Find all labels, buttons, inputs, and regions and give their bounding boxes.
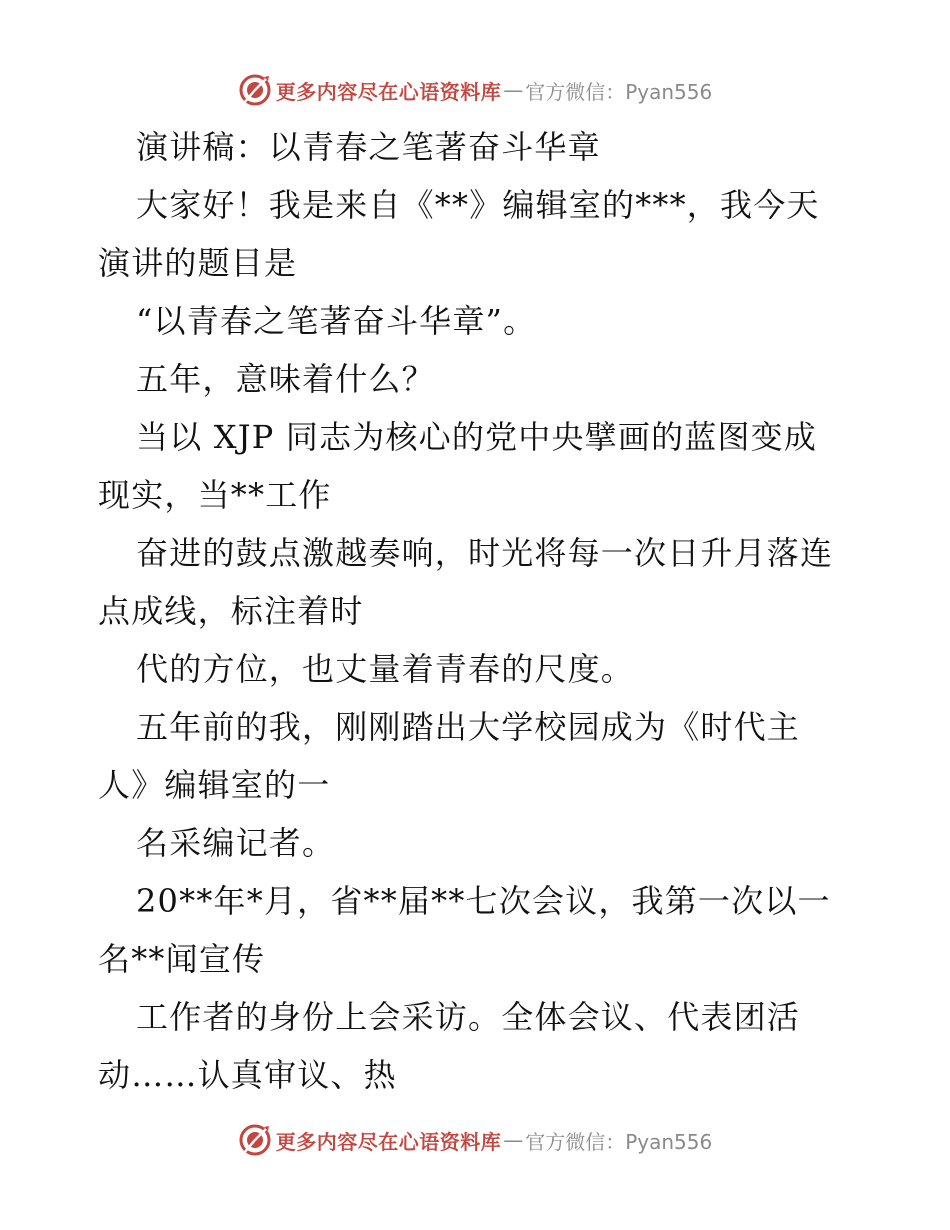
paragraph-line: “以青春之笔著奋斗华章”。 — [136, 302, 537, 340]
footer-wechat: 官方微信：Pyan556 — [525, 1129, 713, 1154]
paragraph-line: 动……认真审议、热 — [98, 1056, 397, 1094]
paragraph-line: 现实，当**工作 — [98, 476, 332, 514]
paragraph-line: 五年，意味着什么？ — [136, 360, 435, 398]
speech-title: 演讲稿：以青春之笔著奋斗华章 — [136, 128, 601, 166]
paragraph-line: 人》编辑室的一 — [98, 766, 331, 804]
paragraph-line: 奋进的鼓点激越奏响，时光将每一次日升月落连 — [136, 534, 834, 572]
paragraph-line: 20**年*月，省**届**七次会议，我第一次以一 — [136, 882, 831, 920]
paragraph-line: 五年前的我，刚刚踏出大学校园成为《时代主 — [136, 708, 801, 746]
header-separator: — — [503, 78, 524, 102]
footer-separator: — — [503, 1128, 524, 1152]
paragraph-line: 代的方位，也丈量着青春的尺度。 — [136, 650, 635, 688]
footer-banner — [0, 1120, 950, 1160]
pen-logo-icon — [238, 1123, 272, 1157]
paragraph-line: 名采编记者。 — [136, 824, 336, 862]
paragraph-line: 演讲的题目是 — [98, 244, 298, 282]
header-slogan: 更多内容尽在心语资料库 — [275, 79, 502, 104]
document-body — [98, 118, 858, 1104]
paragraph-line: 名**闻宣传 — [98, 940, 266, 978]
paragraph-line: 当以 XJP 同志为核心的党中央擘画的蓝图变成 — [136, 418, 818, 456]
header-banner — [0, 70, 950, 110]
paragraph-line: 工作者的身份上会采访。全体会议、代表团活 — [136, 998, 801, 1036]
footer-slogan: 更多内容尽在心语资料库 — [275, 1129, 502, 1154]
paragraph-line: 点成线，标注着时 — [98, 592, 364, 630]
pen-logo-icon — [238, 73, 272, 107]
paragraph-line: 大家好！我是来自《**》编辑室的***，我今天 — [136, 186, 820, 224]
header-wechat: 官方微信：Pyan556 — [525, 79, 713, 104]
